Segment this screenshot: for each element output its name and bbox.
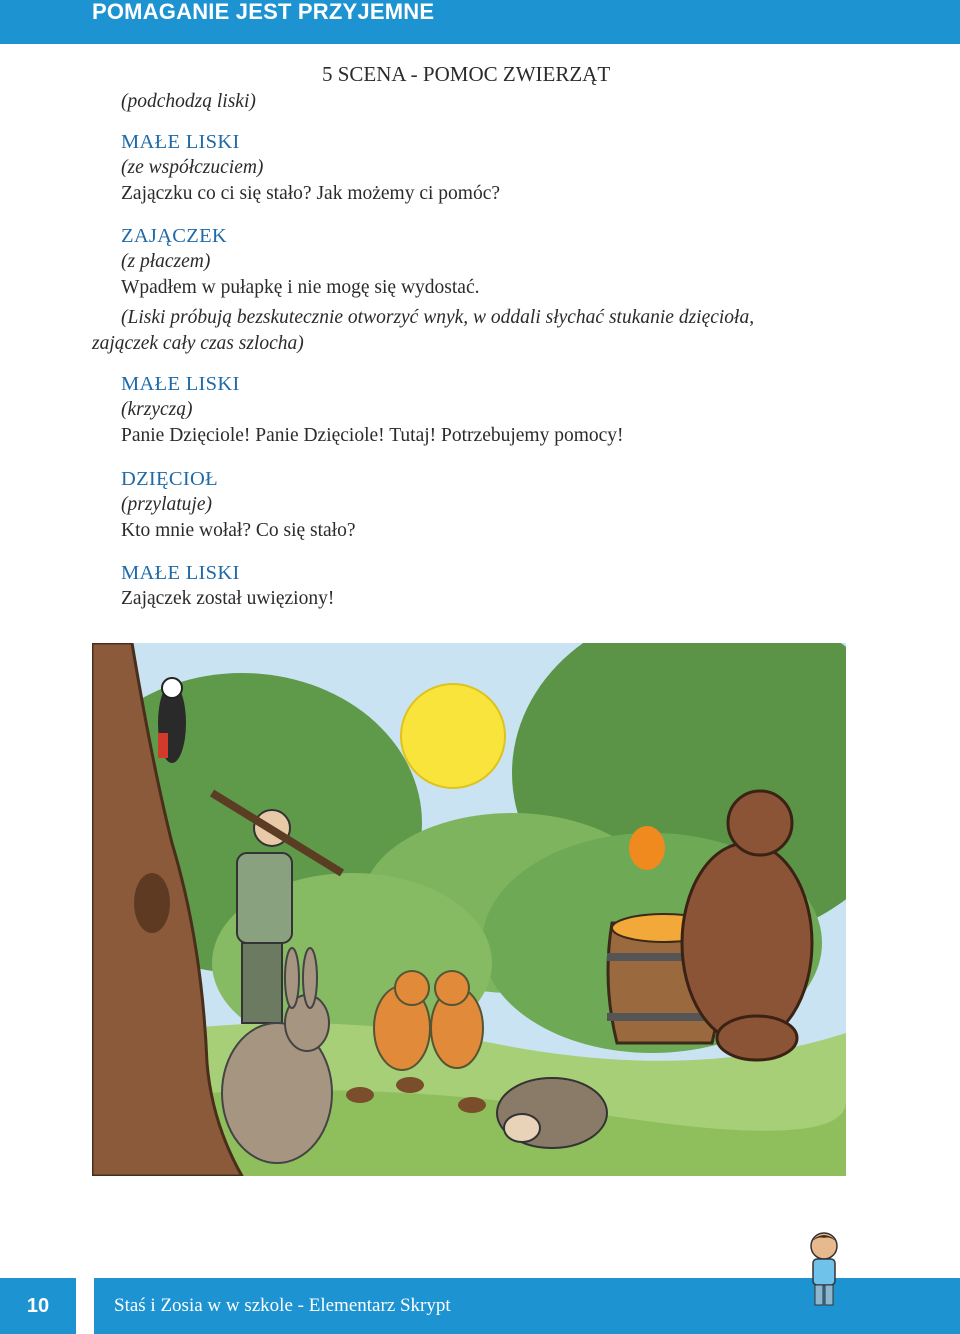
stage-direction: (przylatuje) bbox=[121, 494, 212, 515]
tree-knot bbox=[134, 873, 170, 933]
dialogue-block-zajaczek bbox=[121, 223, 479, 301]
mushroom-icon bbox=[458, 1097, 486, 1113]
header-bar bbox=[0, 0, 960, 44]
dialogue-line: Panie Dzięciole! Panie Dzięciole! Tutaj! Potrzebujemy pomocy! bbox=[121, 425, 624, 446]
speaker-name: MAŁE LISKI bbox=[121, 131, 240, 153]
forest-scene-image bbox=[92, 643, 846, 1176]
stage-direction: (z płaczem) bbox=[121, 251, 211, 272]
dialogue-line: Zajączek został uwięziony! bbox=[121, 588, 335, 609]
bear-icon bbox=[682, 843, 812, 1043]
speaker-name: DZIĘCIOŁ bbox=[121, 468, 218, 490]
speaker-name: ZAJĄCZEK bbox=[121, 225, 228, 247]
hunter-icon bbox=[237, 853, 292, 943]
mushroom-icon bbox=[346, 1087, 374, 1103]
dialogue-block-liski-1 bbox=[121, 129, 500, 207]
speaker-name: MAŁE LISKI bbox=[121, 562, 240, 584]
dialogue-line: Zajączku co ci się stało? Jak możemy ci pomóc? bbox=[121, 183, 501, 204]
dialogue-block-liski-3 bbox=[121, 560, 334, 612]
sun-icon bbox=[401, 684, 505, 788]
dialogue-line: Kto mnie wołał? Co się stało? bbox=[121, 520, 356, 541]
scene-title: 5 SCENA - POMOC ZWIERZĄT bbox=[322, 62, 611, 86]
honey-drip bbox=[629, 826, 665, 870]
dialogue-line: Wpadłem w pułapkę i nie mogę się wydostać. bbox=[121, 277, 480, 298]
stage-direction-long: (Liski próbują bezskutecznie otworzyć wnyk, w oddali słychać stukanie dzięcioła, zajączek cały czas szlocha) bbox=[92, 307, 755, 354]
page-number: 10 bbox=[26, 1295, 50, 1317]
stage-direction-1: (podchodzą liski) bbox=[121, 91, 256, 112]
stage-direction: (krzyczą) bbox=[121, 399, 193, 420]
speaker-name: MAŁE LISKI bbox=[121, 373, 240, 395]
mushroom-icon bbox=[396, 1077, 424, 1093]
footer-divider bbox=[76, 1278, 94, 1334]
dialogue-block-dzieciol bbox=[121, 466, 356, 544]
dialogue-block-liski-2 bbox=[121, 371, 624, 449]
stage-direction: (ze współczuciem) bbox=[121, 157, 264, 178]
footer-book-title: Staś i Zosia w w szkole - Elementarz Skrypt bbox=[114, 1295, 451, 1316]
header-title: POMAGANIE JEST PRZYJEMNE bbox=[92, 0, 435, 24]
forest-illustration bbox=[92, 643, 846, 1176]
boy-mascot-icon bbox=[800, 1230, 848, 1310]
